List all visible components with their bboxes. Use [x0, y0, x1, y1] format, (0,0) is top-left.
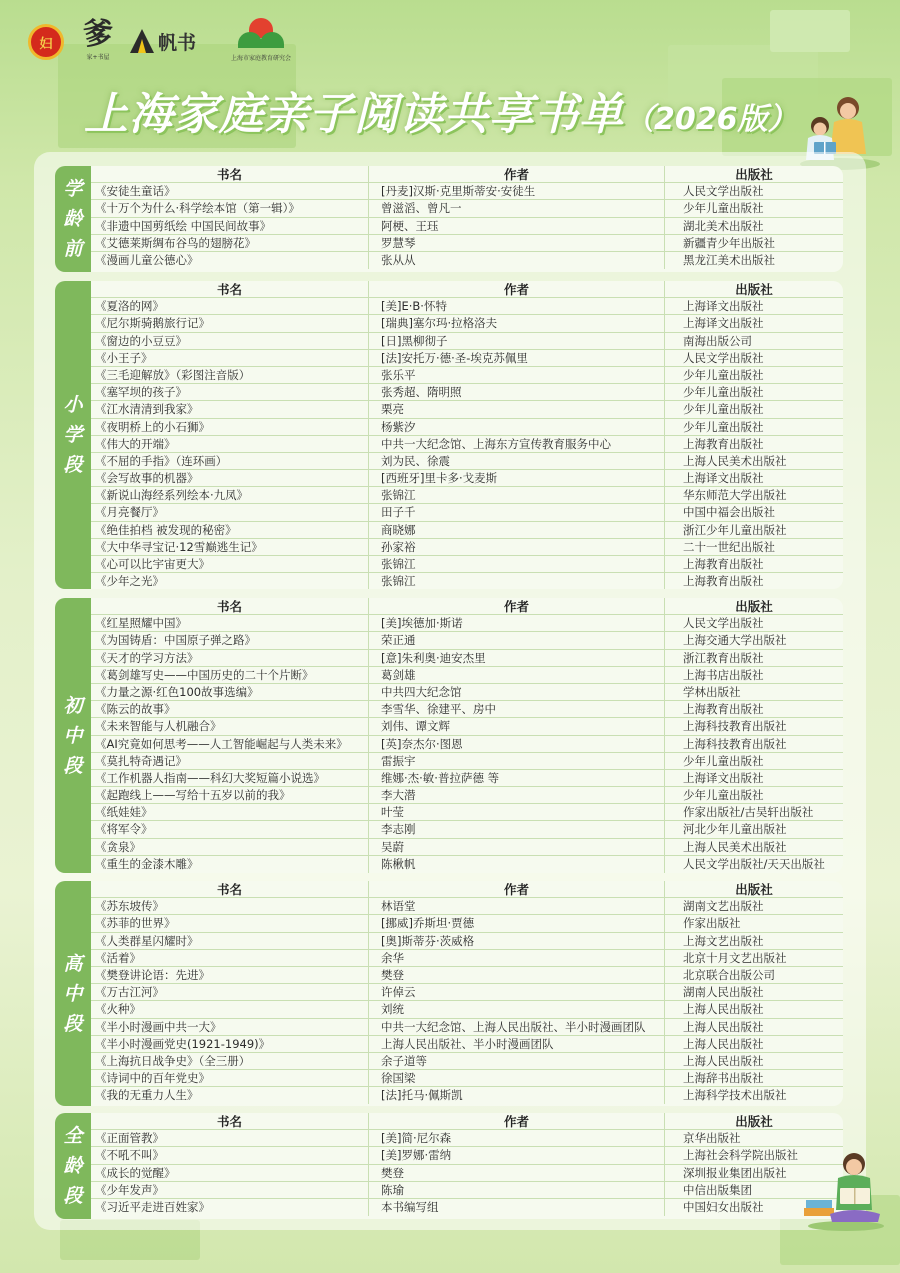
boy-reading-illustration	[800, 1148, 892, 1232]
author-cell: [丹麦]汉斯·克里斯蒂安·安徒生	[369, 183, 665, 199]
section-label-char: 龄	[63, 208, 83, 230]
publisher-cell: 上海文艺出版社	[683, 933, 764, 948]
title-edition: （2026版）	[624, 102, 798, 137]
book-title-cell: 《新说山海经系列绘本·九凤》	[91, 487, 369, 503]
publisher-cell: 上海人民出版社	[683, 1053, 764, 1068]
publisher-cell: 上海人民美术出版社	[683, 839, 787, 854]
book-title-cell: 《小王子》	[91, 350, 369, 366]
book-title-cell: 《安徒生童话》	[91, 183, 369, 199]
table-row	[91, 1053, 843, 1070]
author-cell: [美]埃德加·斯诺	[369, 615, 665, 631]
publisher-cell: 上海译文出版社	[683, 471, 764, 486]
author-cell: 刘统	[369, 1001, 665, 1017]
table-row	[91, 252, 843, 269]
author-cell: 商晓娜	[369, 522, 665, 538]
family-education-society-logo: 上海市家庭教育研究会	[214, 18, 308, 66]
section-label-char: 学	[63, 424, 83, 446]
table-row	[91, 967, 843, 984]
publisher-cell: 上海人民出版社	[683, 1019, 764, 1034]
book-title-cell: 《窗边的小豆豆》	[91, 333, 369, 349]
author-cell: 樊登	[369, 1165, 665, 1181]
author-cell: 余华	[369, 950, 665, 966]
section-label-char: 段	[63, 754, 83, 777]
section-label-char: 前	[63, 238, 83, 260]
book-title-cell: 《塞罕坝的孩子》	[91, 384, 369, 400]
book-title-cell: 《江水清清到我家》	[91, 401, 369, 417]
book-title-cell: 《成长的觉醒》	[91, 1165, 369, 1181]
table-header-row	[91, 166, 843, 183]
book-title-cell: 《苏菲的世界》	[91, 915, 369, 931]
section-label	[55, 881, 91, 1106]
section-junior-high	[55, 598, 843, 873]
publisher-cell: 河北少年儿童出版社	[683, 822, 787, 837]
column-header-author: 作者	[369, 598, 665, 614]
page-title	[84, 78, 798, 142]
table-row	[91, 401, 843, 418]
table-row	[91, 419, 843, 436]
section-label-char: 中	[63, 724, 83, 747]
author-cell: 栗亮	[369, 401, 665, 417]
table-row	[91, 470, 843, 487]
book-title-cell: 《正面管教》	[91, 1130, 369, 1146]
booklist-table	[91, 166, 843, 272]
book-title-cell: 《将军令》	[91, 821, 369, 837]
table-row	[91, 183, 843, 200]
author-cell: 雷振宇	[369, 753, 665, 769]
author-cell: [美]简·尼尔森	[369, 1130, 665, 1146]
publisher-cell: 上海教育出版社	[683, 702, 764, 717]
book-title-cell: 《为国铸盾：中国原子弹之路》	[91, 632, 369, 648]
table-row	[91, 504, 843, 521]
author-cell: 张秀超、隋明照	[369, 384, 665, 400]
table-row	[91, 856, 843, 873]
publisher-cell: 南海出版公司	[683, 333, 752, 348]
author-cell: [美]E·B·怀特	[369, 298, 665, 314]
table-row	[91, 650, 843, 667]
book-title-cell: 《非遗中国剪纸绘 中国民间故事》	[91, 218, 369, 234]
book-title-cell: 《起跑线上——写给十五岁以前的我》	[91, 787, 369, 803]
table-header-row	[91, 598, 843, 615]
table-row	[91, 770, 843, 787]
column-header-book: 书名	[91, 881, 369, 897]
column-header-book: 书名	[91, 281, 369, 297]
publisher-cell: 湖南文艺出版社	[683, 899, 764, 914]
book-title-cell: 《半小时漫画党史(1921-1949)》	[91, 1036, 369, 1052]
publisher-cell: 作家出版社/古吴轩出版社	[683, 805, 814, 820]
publisher-cell: 华东师范大学出版社	[683, 488, 787, 503]
booklist-table	[91, 1113, 843, 1219]
section-senior-high	[55, 881, 843, 1106]
publisher-cell: 深圳报业集团出版社	[683, 1165, 787, 1180]
table-row	[91, 1165, 843, 1182]
section-label-char: 段	[63, 454, 83, 476]
table-row	[91, 839, 843, 856]
book-title-cell: 《工作机器人指南——科幻大奖短篇小说选》	[91, 770, 369, 786]
author-cell: 荣正通	[369, 632, 665, 648]
author-cell: [英]奈杰尔·图恩	[369, 736, 665, 752]
publisher-cell: 少年儿童出版社	[683, 402, 764, 417]
book-title-cell: 《贪泉》	[91, 839, 369, 855]
table-row	[91, 701, 843, 718]
table-row	[91, 1087, 843, 1104]
publisher-cell: 上海教育出版社	[683, 574, 764, 589]
column-header-publisher: 出版社	[735, 882, 773, 897]
book-title-cell: 《会写故事的机器》	[91, 470, 369, 486]
section-label	[55, 166, 91, 272]
table-row	[91, 1001, 843, 1018]
section-label-char: 全	[63, 1125, 83, 1147]
publisher-cell: 上海科学技术出版社	[683, 1088, 787, 1103]
book-title-cell: 《伟大的开端》	[91, 436, 369, 452]
table-row	[91, 200, 843, 217]
title-main: 上海家庭亲子阅读共享书单	[84, 89, 624, 140]
table-row	[91, 667, 843, 684]
author-cell: 曾滋滔、曾凡一	[369, 200, 665, 216]
section-label-char: 龄	[63, 1155, 83, 1177]
column-header-book: 书名	[91, 598, 369, 614]
column-header-publisher: 出版社	[735, 282, 773, 297]
column-header-author: 作者	[369, 281, 665, 297]
author-cell: 陈瑜	[369, 1182, 665, 1198]
publisher-cell: 湖南人民出版社	[683, 985, 764, 1000]
book-title-cell: 《樊登讲论语：先进》	[91, 967, 369, 983]
publisher-cell: 新疆青少年出版社	[683, 235, 775, 250]
book-title-cell: 《火种》	[91, 1001, 369, 1017]
author-cell: 刘伟、谭文辉	[369, 718, 665, 734]
table-row	[91, 522, 843, 539]
table-row	[91, 736, 843, 753]
author-cell: 张从从	[369, 252, 665, 269]
section-label	[55, 281, 91, 589]
book-title-cell: 《艾德莱斯绸布谷鸟的翅膀花》	[91, 235, 369, 251]
table-row	[91, 933, 843, 950]
book-title-cell: 《纸娃娃》	[91, 804, 369, 820]
table-row	[91, 984, 843, 1001]
publisher-cell: 京华出版社	[683, 1131, 741, 1146]
section-primary	[55, 281, 843, 589]
table-row	[91, 632, 843, 649]
author-cell: 李志刚	[369, 821, 665, 837]
author-cell: [意]朱利奥·迪安杰里	[369, 650, 665, 666]
book-title-cell: 《葛剑雄写史——中国历史的二十个片断》	[91, 667, 369, 683]
column-header-publisher: 出版社	[735, 599, 773, 614]
author-cell: [西班牙]里卡多·戈麦斯	[369, 470, 665, 486]
table-row	[91, 218, 843, 235]
publisher-cell: 黑龙江美术出版社	[683, 252, 775, 267]
table-row	[91, 753, 843, 770]
book-title-cell: 《万古江河》	[91, 984, 369, 1000]
publisher-cell: 作家出版社	[683, 916, 741, 931]
publisher-cell: 浙江少年儿童出版社	[683, 522, 787, 537]
publisher-cell: 上海译文出版社	[683, 770, 764, 785]
section-preschool	[55, 166, 843, 272]
author-cell: [日]黑柳彻子	[369, 333, 665, 349]
book-title-cell: 《尼尔斯骑鹅旅行记》	[91, 315, 369, 331]
book-title-cell: 《漫画儿童公德心》	[91, 252, 369, 269]
author-cell: 张乐平	[369, 367, 665, 383]
author-cell: 罗慧琴	[369, 235, 665, 251]
author-cell: 上海人民出版社、半小时漫画团队	[369, 1036, 665, 1052]
publisher-cell: 上海交通大学出版社	[683, 633, 787, 648]
publisher-cell: 上海教育出版社	[683, 436, 764, 451]
author-cell: 徐国梁	[369, 1070, 665, 1086]
author-cell: [美]罗娜·雷纳	[369, 1147, 665, 1163]
section-label-char: 初	[63, 694, 83, 717]
publisher-cell: 人民文学出版社	[683, 350, 764, 365]
author-cell: 张锦江	[369, 556, 665, 572]
book-title-cell: 《上海抗日战争史》（全三册）	[91, 1053, 369, 1069]
table-row	[91, 787, 843, 804]
table-header-row	[91, 281, 843, 298]
author-cell: 樊登	[369, 967, 665, 983]
table-row	[91, 821, 843, 838]
publisher-cell: 浙江教育出版社	[683, 650, 764, 665]
publisher-cell: 中信出版集团	[683, 1182, 752, 1197]
author-cell: [瑞典]塞尔玛·拉格洛夫	[369, 315, 665, 331]
table-row	[91, 1147, 843, 1164]
publisher-cell: 少年儿童出版社	[683, 753, 764, 768]
publisher-cell: 上海译文出版社	[683, 316, 764, 331]
publisher-cell: 少年儿童出版社	[683, 385, 764, 400]
table-row	[91, 367, 843, 384]
section-label-char: 段	[63, 1012, 83, 1035]
book-title-cell: 《未来智能与人机融合》	[91, 718, 369, 734]
table-row	[91, 1182, 843, 1199]
table-row	[91, 315, 843, 332]
publisher-cell: 上海人民出版社	[683, 1002, 764, 1017]
table-row	[91, 487, 843, 504]
publisher-cell: 上海社会科学院出版社	[683, 1148, 798, 1163]
publisher-cell: 湖北美术出版社	[683, 218, 764, 233]
book-title-cell: 《少年之光》	[91, 573, 369, 589]
table-row	[91, 556, 843, 573]
table-row	[91, 1036, 843, 1053]
book-title-cell: 《少年发声》	[91, 1182, 369, 1198]
table-row	[91, 718, 843, 735]
book-title-cell: 《天才的学习方法》	[91, 650, 369, 666]
author-cell: 维娜·杰·敏·普拉萨德 等	[369, 770, 665, 786]
table-row	[91, 1019, 843, 1036]
fanshu-logo: 帆书	[130, 24, 206, 58]
publisher-cell: 少年儿童出版社	[683, 201, 764, 216]
author-cell: 杨紫汐	[369, 419, 665, 435]
publisher-cell: 中国中福会出版社	[683, 505, 775, 520]
publisher-cell: 人民文学出版社	[683, 616, 764, 631]
author-cell: 中共一大纪念馆、上海人民出版社、半小时漫画团队	[369, 1019, 665, 1035]
author-cell: 孙家裕	[369, 539, 665, 555]
publisher-cell: 上海人民美术出版社	[683, 453, 787, 468]
book-title-cell: 《力量之源·红色100故事选编》	[91, 684, 369, 700]
table-row	[91, 1199, 843, 1216]
table-row	[91, 573, 843, 589]
author-cell: [法]托马·佩斯凯	[369, 1087, 665, 1104]
author-cell: 林语堂	[369, 898, 665, 914]
book-title-cell: 《大中华寻宝记·12雪巅逃生记》	[91, 539, 369, 555]
table-row	[91, 684, 843, 701]
table-row	[91, 384, 843, 401]
decorative-book-shape	[770, 10, 850, 52]
section-label-char: 学	[63, 178, 83, 200]
author-cell: 余子道等	[369, 1053, 665, 1069]
publisher-cell: 上海科技教育出版社	[683, 736, 787, 751]
book-title-cell: 《活着》	[91, 950, 369, 966]
table-row	[91, 350, 843, 367]
table-header-row	[91, 1113, 843, 1130]
column-header-author: 作者	[369, 881, 665, 897]
author-cell: 张锦江	[369, 487, 665, 503]
book-title-cell: 《夜明桥上的小石狮》	[91, 419, 369, 435]
author-cell: 李大潜	[369, 787, 665, 803]
author-cell: 吴蔚	[369, 839, 665, 855]
section-label	[55, 598, 91, 873]
table-row	[91, 539, 843, 556]
book-title-cell: 《十万个为什么·科学绘本馆（第一辑）》	[91, 200, 369, 216]
table-row	[91, 333, 843, 350]
publisher-cell: 二十一世纪出版社	[683, 539, 775, 554]
table-row	[91, 804, 843, 821]
sun-hills-icon	[238, 18, 284, 50]
book-title-cell: 《不吼不叫》	[91, 1147, 369, 1163]
book-title-cell: 《诗词中的百年党史》	[91, 1070, 369, 1086]
author-cell: 李雪华、徐建平、房中	[369, 701, 665, 717]
author-cell: 陈楸帆	[369, 856, 665, 873]
book-title-cell: 《莫扎特奇遇记》	[91, 753, 369, 769]
publisher-cell: 人民文学出版社	[683, 184, 764, 199]
publisher-cell: 人民文学出版社/天天出版社	[683, 856, 825, 871]
jia-shuwu-logo: 爹 家+书屋	[83, 17, 113, 61]
author-cell: 叶莹	[369, 804, 665, 820]
section-label	[55, 1113, 91, 1219]
book-title-cell: 《半小时漫画中共一大》	[91, 1019, 369, 1035]
section-label-char: 小	[63, 394, 83, 416]
table-row	[91, 1070, 843, 1087]
book-title-cell: 《月亮餐厅》	[91, 504, 369, 520]
author-cell: 许倬云	[369, 984, 665, 1000]
table-row	[91, 453, 843, 470]
booklist-table	[91, 881, 843, 1106]
book-title-cell: 《三毛迎解放》（彩图注音版）	[91, 367, 369, 383]
publisher-cell: 北京十月文艺出版社	[683, 950, 787, 965]
book-title-cell: 《我的无重力人生》	[91, 1087, 369, 1104]
table-row	[91, 235, 843, 252]
publisher-cell: 学林出版社	[683, 684, 741, 699]
column-header-author: 作者	[369, 166, 665, 182]
womens-federation-logo: 妇	[28, 24, 64, 60]
table-row	[91, 615, 843, 632]
fanshu-sail-icon	[130, 29, 154, 53]
publisher-cell: 上海书店出版社	[683, 667, 764, 682]
publisher-cell: 上海译文出版社	[683, 299, 764, 314]
table-row	[91, 298, 843, 315]
booklist-table	[91, 281, 843, 589]
author-cell: [法]安托万·德·圣-埃克苏佩里	[369, 350, 665, 366]
publisher-cell: 上海人民出版社	[683, 1036, 764, 1051]
book-title-cell: 《苏东坡传》	[91, 898, 369, 914]
table-row	[91, 898, 843, 915]
book-title-cell: 《陈云的故事》	[91, 701, 369, 717]
book-title-cell: 《重生的金漆木雕》	[91, 856, 369, 873]
book-title-cell: 《不屈的手指》（连环画）	[91, 453, 369, 469]
publisher-cell: 上海教育出版社	[683, 557, 764, 571]
section-all-ages	[55, 1113, 843, 1219]
booklist-table	[91, 598, 843, 873]
table-row	[91, 436, 843, 453]
book-title-cell: 《AI究竟如何思考——人工智能崛起与人类未来》	[91, 736, 369, 752]
publisher-cell: 上海科技教育出版社	[683, 719, 787, 734]
author-cell: [奥]斯蒂芬·茨威格	[369, 933, 665, 949]
column-header-book: 书名	[91, 1113, 369, 1129]
table-row	[91, 950, 843, 967]
table-header-row	[91, 881, 843, 898]
table-row	[91, 1130, 843, 1147]
column-header-publisher: 出版社	[735, 167, 773, 182]
book-title-cell: 《习近平走进百姓家》	[91, 1199, 369, 1216]
author-cell: 刘为民、徐震	[369, 453, 665, 469]
book-title-cell: 《人类群星闪耀时》	[91, 933, 369, 949]
book-title-cell: 《绝佳拍档 被发现的秘密》	[91, 522, 369, 538]
book-title-cell: 《红星照耀中国》	[91, 615, 369, 631]
author-cell: 葛剑雄	[369, 667, 665, 683]
book-title-cell: 《夏洛的网》	[91, 298, 369, 314]
author-cell: 中共一大纪念馆、上海东方宣传教育服务中心	[369, 436, 665, 452]
author-cell: 本书编写组	[369, 1199, 665, 1216]
section-label-char: 中	[63, 982, 83, 1005]
author-cell: [挪威]乔斯坦·贾德	[369, 915, 665, 931]
book-title-cell: 《心可以比宇宙更大》	[91, 556, 369, 572]
column-header-author: 作者	[369, 1113, 665, 1129]
publisher-cell: 中国妇女出版社	[683, 1199, 764, 1214]
publisher-cell: 少年儿童出版社	[683, 788, 764, 803]
publisher-cell: 北京联合出版公司	[683, 967, 775, 982]
section-label-char: 高	[63, 952, 83, 975]
author-cell: 张锦江	[369, 573, 665, 589]
author-cell: 阿梗、王珏	[369, 218, 665, 234]
author-cell: 中共四大纪念馆	[369, 684, 665, 700]
publisher-cell: 少年儿童出版社	[683, 419, 764, 434]
publisher-cell: 少年儿童出版社	[683, 367, 764, 382]
author-cell: 田子千	[369, 504, 665, 520]
column-header-book: 书名	[91, 166, 369, 182]
section-label-char: 段	[63, 1185, 83, 1207]
table-row	[91, 915, 843, 932]
column-header-publisher: 出版社	[735, 1114, 773, 1129]
publisher-cell: 上海辞书出版社	[683, 1071, 764, 1086]
